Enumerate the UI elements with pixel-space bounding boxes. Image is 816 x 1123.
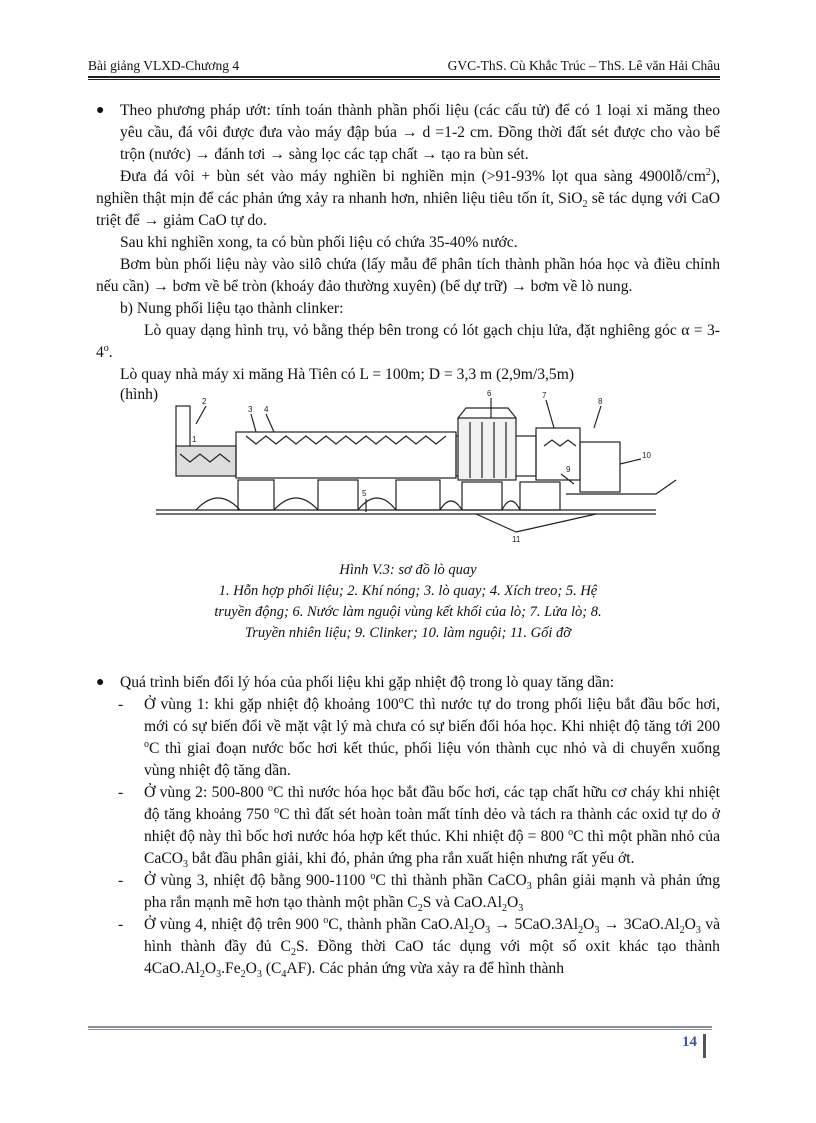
list-item-zone-4: - Ở vùng 4, nhiệt độ trên 900 $^o$C, thành phần $CaO.Al_2O_3 \to 5CaO.3Al_2O_3 \to 3CaO.Al_2O_3$ và hình thành đầy đủ $C_2S$. Đồng thời CaO tác dụng với một số oxit khác tạo thành $4CaO.Al_2O_3.Fe_2O_3$ $(C_4AF)$. Các phản ứng vừa xảy ra để hình thành (118, 914, 721, 981)
caption-line-3: Truyền nhiên liệu; 9. Clinker; 10. làm nguội; 11. Gối đỡ (244, 625, 572, 641)
paragraph-pumping: Bơm bùn phối liệu này vào silô chứa (lấy mẫu để phân tích thành phần hóa học và điều chỉnh nếu cần) → bơm về bể tròn (khoáy đảo thường xuyên) (bể dự trữ) → bơm về lò nung. (96, 256, 720, 295)
list-item-zone-1: - Ở vùng 1: khi gặp nhiệt độ khoảng 100$^o$C thì nước tự do trong phối liệu bắt đầu bốc hơi, mới có sự biến đổi về mặt vật lý mà chưa có sự biến đổi hóa học. Khi nhiệt độ tăng tới 200 $^o$C thì giai đoạn nước bốc hơi kết thúc, phối liệu vón thành cục nhỏ và di chuyển xuống vùng nhiệt độ tăng dần. (118, 694, 720, 779)
paragraph-grinding: Đưa đá vôi + bùn sét vào máy nghiền bi nghiền mịn (>91-93% lọt qua sàng $4900lỗ/cm^2$), nghiền thật mịn để các phản ứng xảy ra nhanh hơn, nhiên liệu tiêu tốn ít, SiO$_2$ sẽ tác dụng với CaO triệt để → giảm CaO tự do. (96, 166, 720, 229)
arch-1 (196, 498, 240, 510)
diagram-label-10: 10 (642, 451, 651, 460)
bullet-paragraph-transformation: ● Quá trình biến đổi lý hóa của phối liệu khi gặp nhiệt độ trong lò quay tăng dần: (96, 672, 720, 694)
clinker-cooler (580, 442, 620, 492)
header-left: Bài giảng VLXD-Chương 4 (88, 58, 240, 73)
diagram-label-4: 4 (264, 405, 269, 414)
bullet-icon: ● (96, 103, 105, 118)
caption-line-2: truyền động; 6. Nước làm nguội vùng kết khối của lò; 7. Lửa lò; 8. (214, 604, 602, 620)
bullet-icon: ● (96, 675, 105, 690)
section-heading-b: b) Nung phối liệu tạo thành clinker: (120, 300, 344, 317)
header-right: GVC-ThS. Cù Khắc Trúc – ThS. Lê văn Hải Châu (447, 58, 720, 73)
diagram-label-1: 1 (192, 435, 197, 444)
header-rule-thin (88, 79, 720, 80)
diagram-label-11: 11 (512, 535, 521, 544)
caption-line-1: 1. Hỗn hợp phối liệu; 2. Khí nóng; 3. lò quay; 4. Xích treo; 5. Hệ (218, 583, 598, 599)
support-5 (520, 482, 560, 510)
flame-pattern (544, 440, 576, 446)
rotary-kiln-diagram (96, 384, 720, 564)
support-1 (238, 480, 274, 510)
page-number: 14 (672, 1034, 706, 1058)
cooling-housing (458, 418, 516, 480)
figure-caption (96, 560, 720, 644)
support-3 (396, 480, 440, 510)
diagram-label-3: 3 (248, 405, 253, 414)
paragraph-ha-tien: Lò quay nhà máy xi măng Hà Tiên có L = 100m; D = 3,3 m (2,9m/3,5m) (120, 366, 575, 383)
support-4 (462, 482, 502, 510)
diagram-label-6: 6 (487, 389, 492, 398)
paragraph-kiln: Lò quay dạng hình trụ, vỏ bằng thép bên trong có lót gạch chịu lửa, đặt nghiêng góc $\alpha = 3-4^o$. (96, 322, 720, 361)
header-rule (88, 76, 720, 78)
page-header (88, 50, 720, 74)
feed-chamber (176, 446, 236, 476)
paragraph-slurry: Sau khi nghiền xong, ta có bùn phối liệu có chứa 35-40% nước. (120, 234, 518, 251)
paragraph-figure-ref: (hình) (120, 386, 159, 403)
list-item-zone-2: - Ở vùng 2: 500-800 $^o$C thì nước hóa học bắt đầu bốc hơi, các tạp chất hữu cơ cháy khi nhiệt độ tăng khoảng 750 $^o$C thì đất sét hoàn toàn mất tính dẻo và tách ra thành các oxid tự do ở nhiệt độ này thì bốc hơi nước hóa hợp kết thúc. Khi nhiệt độ = 800 $^o$C thì một phần nhỏ của CaCO$_3$ bắt đầu phân giải, khi đó, phản ứng pha rắn xuất hiện nhưng rất yếu ớt. (118, 782, 720, 871)
chain-pattern (246, 436, 446, 444)
footer-rule (88, 1026, 712, 1028)
diagram-label-2: 2 (202, 397, 207, 406)
page-content (96, 100, 720, 980)
footer-rule-thin (88, 1029, 712, 1030)
caption-title: Hình V.3: sơ đồ lò quay (339, 562, 477, 578)
kiln-diagram-svg (96, 384, 720, 564)
diagram-label-9: 9 (566, 465, 571, 474)
diagram-label-8: 8 (598, 397, 603, 406)
housing-roof (458, 408, 516, 418)
diagram-label-5: 5 (362, 489, 367, 498)
bullet-paragraph-wet-method: ● Theo phương pháp ướt: tính toán thành phần phối liệu (các cấu tử) để có 1 loại xi măng theo yêu cầu, đá vôi được đưa vào máy đập búa → d =1-2 cm. Đồng thời đất sét được cho vào bể trộn (nước) → đánh tơi → sàng lọc các tạp chất → tạo ra bùn sét. (96, 102, 720, 163)
list-item-zone-3: - Ở vùng 3, nhiệt độ bằng 900-1100 $^o$C thì thành phần CaCO$_3$ phân giải mạnh và phản ứng pha rắn mạnh mẽ hơn tạo thành một phần $C_2S$ và $CaO.Al_2O_3$ (118, 870, 720, 915)
burner-hood (536, 428, 580, 480)
support-2 (318, 480, 358, 510)
diagram-label-7: 7 (542, 391, 547, 400)
